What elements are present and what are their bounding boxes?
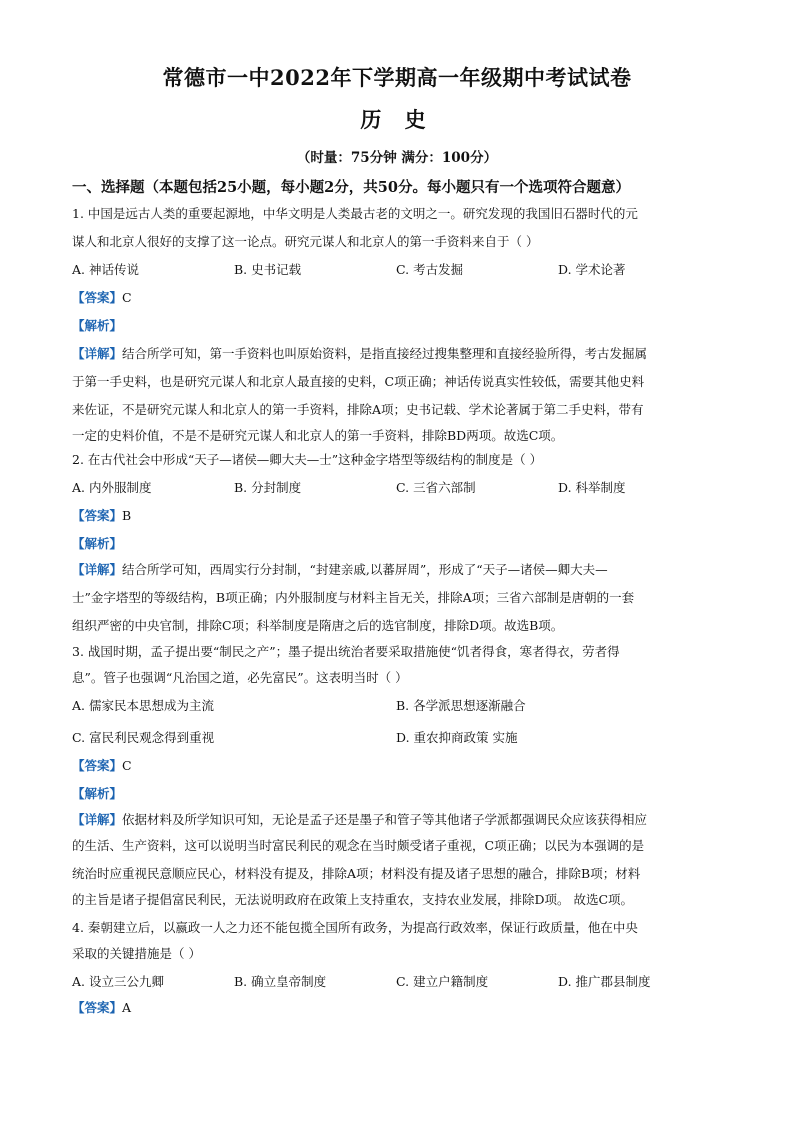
question-2-stem-line-1: 2. 在古代社会中形成“天子—诸侯—卿大夫—士”这种金字塔型等级结构的制度是（ ） [72, 452, 543, 467]
question-1-stem-line-2: 谋人和北京人很好的支撑了这一论点。研究元谋人和北京人的第一手资料来自于（ ） [72, 234, 539, 249]
question-2-option-d: D. 科举制度 [558, 480, 626, 495]
answer-label: 【答案】 [72, 758, 123, 773]
question-4-option-c: C. 建立户籍制度 [396, 974, 489, 989]
question-2-option-b: B. 分封制度 [234, 480, 302, 495]
exam-title: 常德市一中2022年下学期高一年级期中考试试卷 [162, 65, 632, 90]
detail-text: 依据材料及所学知识可知，无论是孟子还是墨子和管子等其他诸子学派都强调民众应该获得相应 [122, 812, 648, 827]
question-3-analysis-label [72, 786, 122, 802]
exam-time-score: （时量：75分钟 满分：100分） [296, 150, 498, 166]
question-4-stem-line-1: 4. 秦朝建立后，以嬴政一人之力还不能包揽全国所有政务，为提高行政效率，保证行政质量，他在中央 [72, 920, 638, 935]
question-2-answer [72, 508, 131, 524]
question-2-option-a: A. 内外服制度 [72, 480, 152, 495]
question-3-stem-line-2: 息”。管子也强调“凡治国之道，必先富民”。这表明当时（ ） [72, 670, 408, 685]
question-1-detail-line-4: 一定的史料价值，不是不是研究元谋人和北京人的第一手资料，排除BD两项。故选C项。 [72, 428, 564, 443]
analysis-label: 【解析】 [72, 786, 123, 801]
question-4-option-d: D. 推广郡县制度 [558, 974, 651, 989]
analysis-label: 【解析】 [72, 536, 123, 551]
answer-label: 【答案】 [72, 1000, 123, 1015]
answer-value: B [122, 508, 132, 523]
question-2-detail-line-1 [72, 562, 724, 578]
question-3-option-b: B. 各学派思想逐渐融合 [396, 698, 526, 713]
answer-value: A [122, 1000, 132, 1015]
question-3-detail-line-4: 的主旨是诸子提倡富民利民，无法说明政府在政策上支持重农，支持农业发展，排除D项。 故选C项。 [72, 892, 634, 907]
question-3-detail-line-1 [72, 812, 724, 828]
question-3-option-c: C. 富民利民观念得到重视 [72, 730, 215, 745]
question-3-stem-line-1: 3. 战国时期，孟子提出要“制民之产”；墨子提出统治者要采取措施使“饥者得食，寒者得衣，劳者得 [72, 644, 620, 659]
question-1-detail-line-2: 于第一手史料，也是研究元谋人和北京人最直接的史料，C项正确；神话传说真实性较低，需要其他史料 [72, 374, 645, 389]
detail-label: 【详解】 [72, 562, 123, 577]
subject-title: 历 史 [360, 107, 434, 132]
question-1-option-c: C. 考古发掘 [396, 262, 464, 277]
detail-label: 【详解】 [72, 346, 123, 361]
answer-value: C [122, 290, 132, 305]
question-4-option-a: A. 设立三公九卿 [72, 974, 164, 989]
question-3-option-a: A. 儒家民本思想成为主流 [72, 698, 214, 713]
question-1-detail-line-1 [72, 346, 724, 362]
section-heading: 一、选择题（本题包括25小题，每小题2分，共50分。每小题只有一个选项符合题意） [72, 179, 630, 196]
question-4-option-b: B. 确立皇帝制度 [234, 974, 327, 989]
analysis-label: 【解析】 [72, 318, 123, 333]
detail-label: 【详解】 [72, 812, 123, 827]
question-3-detail-line-3: 统治时应重视民意顺应民心，材料没有提及，排除A项；材料没有提及诸子思想的融合，排除B项；材料 [72, 866, 641, 881]
question-1-detail-line-3: 来佐证，不是研究元谋人和北京人的第一手资料，排除A项；史书记载、学术论著属于第二手史料，带有 [72, 402, 644, 417]
question-2-analysis-label [72, 536, 122, 552]
detail-text: 结合所学可知，西周实行分封制，“封建亲戚,以蕃屏周”，形成了“天子—诸侯—卿大夫— [122, 562, 608, 577]
question-4-answer [72, 1000, 131, 1016]
answer-value: C [122, 758, 132, 773]
question-1-analysis-label [72, 318, 122, 334]
question-1-stem-line-1: 1. 中国是远古人类的重要起源地，中华文明是人类最古老的文明之一。研究发现的我国旧石器时代的元 [72, 206, 638, 221]
answer-label: 【答案】 [72, 508, 123, 523]
question-1-option-a: A. 神话传说 [72, 262, 139, 277]
detail-text: 结合所学可知，第一手资料也叫原始资料，是指直接经过搜集整理和直接经验所得，考古发掘属 [122, 346, 648, 361]
question-3-detail-line-2: 的生活、生产资料，这可以说明当时富民利民的观念在当时颇受诸子重视，C项正确；以民为本强调的是 [72, 838, 645, 853]
question-2-detail-line-2: 士”金字塔型的等级结构，B项正确；内外服制度与材料主旨无关，排除A项；三省六部制是唐朝的一套 [72, 590, 635, 605]
question-3-answer [72, 758, 132, 774]
question-2-option-c: C. 三省六部制 [396, 480, 476, 495]
question-1-option-d: D. 学术论著 [558, 262, 626, 277]
question-4-stem-line-2: 采取的关键措施是（ ） [72, 946, 201, 961]
answer-label: 【答案】 [72, 290, 123, 305]
question-3-option-d: D. 重农抑商政策 实施 [396, 730, 518, 745]
question-1-answer [72, 290, 132, 306]
question-1-option-b: B. 史书记载 [234, 262, 302, 277]
question-2-detail-line-3: 组织严密的中央官制，排除C项；科举制度是隋唐之后的选官制度，排除D项。故选B项。 [72, 618, 564, 633]
